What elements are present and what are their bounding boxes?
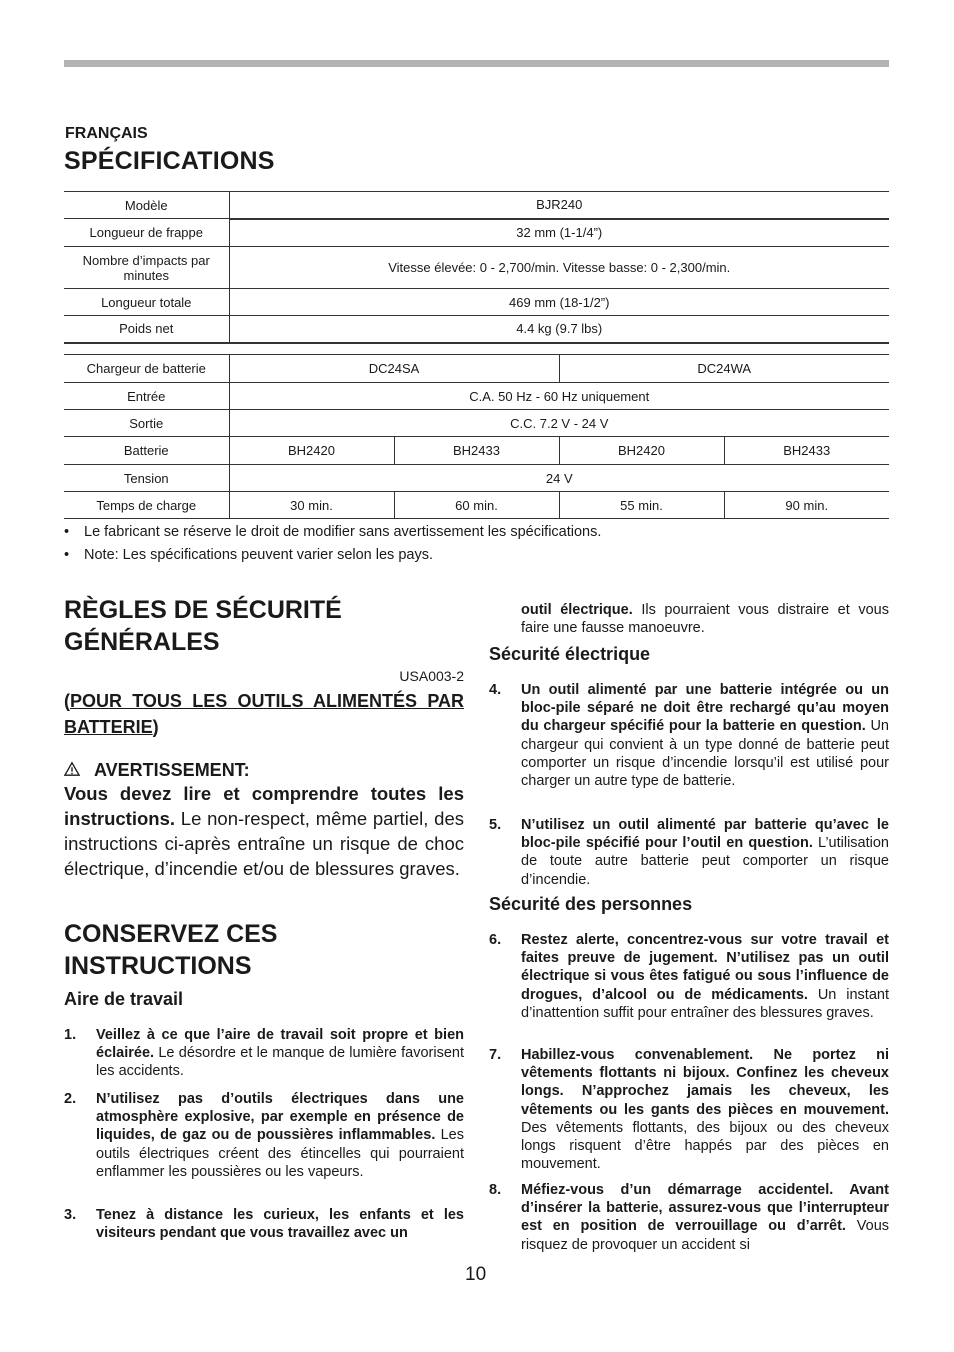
table-row [64, 289, 889, 316]
spec-value: 469 mm (18-1/2”) [229, 289, 889, 316]
document-code: USA003-2 [399, 668, 464, 684]
table-row [64, 492, 889, 519]
input-value: C.A. 50 Hz - 60 Hz uniquement [229, 383, 889, 410]
section-title-safety: RÈGLES DE SÉCURITÉ GÉNÉRALES [64, 596, 342, 656]
table-row [64, 465, 889, 492]
spec-value: BJR240 [229, 192, 889, 219]
battery-label: Batterie [64, 437, 229, 465]
charger-model: DC24SA [229, 355, 559, 383]
table-row [64, 383, 889, 410]
subsection-personal: Sécurité des personnes [489, 894, 693, 914]
language-label: FRANÇAIS [65, 125, 148, 142]
list-item: 2. N’utilisez pas d’outils électriques dans une atmosphère explosive, par exemple en présence de liquides, de gaz ou de poussières inflammables. Les outils électriques créent des étincelles qui pourraient enflammer les poussières ou les vapeurs. [64, 1091, 464, 1180]
charge-time: 90 min. [724, 492, 889, 519]
page-number: 10 [465, 1264, 487, 1285]
charge-time-label: Temps de charge [64, 492, 229, 519]
output-value: C.C. 7.2 V - 24 V [229, 410, 889, 437]
battery-model: BH2433 [724, 437, 889, 465]
voltage-value: 24 V [229, 465, 889, 492]
table-row [64, 192, 889, 219]
table-row [64, 437, 889, 465]
spec-value: 32 mm (1-1/4”) [229, 219, 889, 247]
charge-time: 55 min. [559, 492, 724, 519]
input-label: Entrée [64, 383, 229, 410]
table-row [64, 316, 889, 343]
list-item: 4. Un outil alimenté par une batterie intégrée ou un bloc-pile séparé ne doit être rechargé qu’au moyen du chargeur spécifié pour la batterie en question. Un chargeur qui convient à un type donné de batterie peut comporter un risque d’incendie lorsqu’il est utilisé pour charger un autre type de batterie. [489, 682, 889, 790]
table-row [64, 410, 889, 437]
list-item: 6. Restez alerte, concentrez-vous sur votre travail et faites preuve de jugement. N’utilisez pas un outil électrique si vous êtes fatigué ou sous l’influence de drogues, d’alcool ou de médicaments. Un instant d’inattention suffit pour entraîner des blessures graves. [489, 932, 889, 1021]
table-row [64, 355, 889, 383]
charge-time: 60 min. [394, 492, 559, 519]
battery-model: BH2420 [559, 437, 724, 465]
spec-label: Modèle [64, 192, 229, 219]
note-item: • Le fabricant se réserve le droit de modifier sans avertissement les spécifications. [64, 523, 889, 546]
spec-value: Vitesse élevée: 0 - 2,700/min. Vitesse basse: 0 - 2,300/min. [229, 247, 889, 289]
spec-notes [64, 523, 889, 569]
subsection-electrical: Sécurité électrique [489, 644, 651, 664]
spec-label: Longueur totale [64, 289, 229, 316]
output-label: Sortie [64, 410, 229, 437]
charger-table [64, 354, 889, 519]
safety-subtitle: (POUR TOUS LES OUTILS ALIMENTÉS PAR BATTERIE) [64, 691, 464, 737]
table-row [64, 219, 889, 247]
table-row [64, 247, 889, 289]
spec-table [64, 191, 889, 344]
warning-text: Vous devez lire et comprendre toutes les instructions. Le non-respect, même partiel, des instructions ci-après entraîne un risque de choc électrique, d’incendie et/ou de blessures graves. [64, 783, 464, 879]
warning-heading: AVERTISSEMENT: [64, 760, 250, 781]
list-item: 1. Veillez à ce que l’aire de travail soit propre et bien éclairée. Le désordre et le manque de lumière favorisent les accidents. [64, 1027, 464, 1080]
charge-time: 30 min. [229, 492, 394, 519]
warning-triangle-icon [64, 761, 80, 777]
spec-label: Nombre d’impacts par minutes [64, 247, 229, 289]
voltage-label: Tension [64, 465, 229, 492]
list-item: 5. N’utilisez un outil alimenté par batterie qu’avec le bloc-pile spécifié pour l’outil en question. L’utilisation de toute autre batterie peut comporter un risque d’incendie. [489, 817, 889, 888]
battery-model: BH2420 [229, 437, 394, 465]
spec-label: Longueur de frappe [64, 219, 229, 247]
page-title: SPÉCIFICATIONS [64, 147, 275, 175]
section-title-keep: CONSERVEZ CES INSTRUCTIONS [64, 920, 278, 980]
list-item: 3. Tenez à distance les curieux, les enfants et les visiteurs pendant que vous travaillez avec un [64, 1207, 464, 1242]
top-rule [64, 60, 889, 67]
charger-label: Chargeur de batterie [64, 355, 229, 383]
note-item: • Note: Les spécifications peuvent varier selon les pays. [64, 546, 889, 569]
battery-model: BH2433 [394, 437, 559, 465]
subsection-work-area: Aire de travail [64, 989, 184, 1009]
charger-model: DC24WA [559, 355, 889, 383]
list-item: 7. Habillez-vous convenablement. Ne portez ni vêtements flottants ni bijoux. Confinez les cheveux longs. N’approchez jamais les cheveux, les vêtements ou les gants des pièces en mouvement. Des vêtements flottants, des bijoux ou des cheveux longs risquent d’être happés par des pièces en mouvement. [489, 1047, 889, 1173]
list-item-continued: outil électrique. Ils pourraient vous distraire et vous faire une fausse manoeuvre. [521, 602, 889, 637]
list-item: 8. Méfiez-vous d’un démarrage accidentel. Avant d’insérer la batterie, assurez-vous que l’interrupteur est en position de verrouillage ou d’arrêt. Vous risquez de provoquer un accident si [489, 1182, 890, 1253]
spec-value: 4.4 kg (9.7 lbs) [229, 316, 889, 343]
spec-label: Poids net [64, 316, 229, 343]
